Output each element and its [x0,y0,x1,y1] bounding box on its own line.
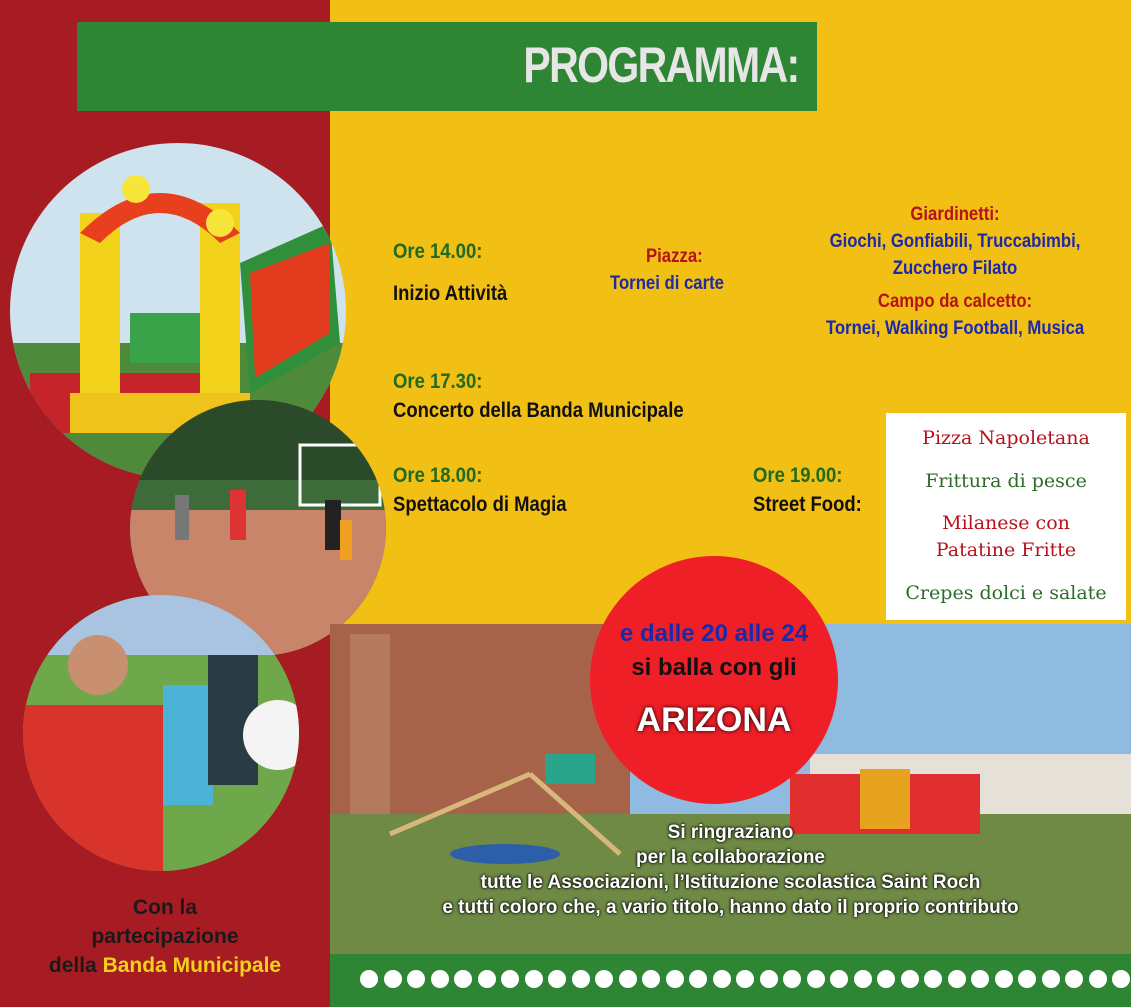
event-concerto: Concerto della Banda Municipale [393,399,684,422]
decorative-dot [454,970,472,988]
decorative-dot [478,970,496,988]
title-bar [77,22,817,111]
decorative-dot [548,970,566,988]
menu-item-frittura: Frittura di pesce [925,470,1087,492]
decorative-dot [407,970,425,988]
decorative-dot [736,970,754,988]
decorative-dot [877,970,895,988]
piazza-label: Piazza: [646,246,703,267]
piazza-detail: Tornei di carte [610,273,724,294]
decorative-dot [360,970,378,988]
credits-line-2: partecipazione [91,925,239,948]
decorative-dot [713,970,731,988]
decorative-dot [689,970,707,988]
band-name: ARIZONA [636,701,792,739]
decorative-dot [948,970,966,988]
menu-item-milanese-1: Milanese con [942,512,1070,534]
decorative-dot [384,970,402,988]
decorative-dot [501,970,519,988]
decorative-dot [1042,970,1060,988]
giardinetti-line1: Giochi, Gonfiabili, Truccabimbi, [829,231,1081,252]
photo-cotton-candy [23,595,299,871]
credits-prefix: della [48,954,97,977]
menu-item-pizza: Pizza Napoletana [922,427,1090,449]
arizona-circle [590,556,838,804]
bottom-dotted-bar [330,954,1131,1007]
decorative-dot [807,970,825,988]
street-food-menu [886,413,1126,620]
decorative-dot [760,970,778,988]
time-1900: Ore 19.00: [753,464,843,487]
event-street-food: Street Food: [753,493,862,516]
credits [0,893,330,980]
credits-line-1: Con la [132,896,198,919]
campo-detail: Tornei, Walking Football, Musica [825,318,1085,339]
credits-band-highlight: Banda Municipale [102,954,282,977]
event-inizio-attivita: Inizio Attività [393,282,508,305]
decorative-dot [619,970,637,988]
night-time: e dalle 20 alle 24 [619,620,809,647]
campo-label: Campo da calcetto: [877,291,1033,312]
credits-line-3 [0,951,330,980]
menu-item-milanese-2: Patatine Fritte [935,539,1077,561]
decorative-dot [924,970,942,988]
decorative-dot [830,970,848,988]
thanks-line-4: e tutti coloro che, a vario titolo, hanno dato il proprio contributo [442,897,1019,918]
thanks-line-2: per la collaborazione [636,847,825,868]
decorative-dot [995,970,1013,988]
thanks-line-1: Si ringraziano [667,822,794,843]
giardinetti-line2: Zucchero Filato [892,258,1018,279]
time-1730: Ore 17.30: [393,370,483,393]
decorative-dot [1018,970,1036,988]
time-1800: Ore 18.00: [393,464,483,487]
decorative-dot [1065,970,1083,988]
giardinetti-label: Giardinetti: [910,204,1000,225]
night-dance: si balla con gli [631,654,797,681]
decorative-dot [666,970,684,988]
decorative-dot [1089,970,1107,988]
decorative-dot [1112,970,1130,988]
time-1400: Ore 14.00: [393,240,483,263]
decorative-dot [595,970,613,988]
menu-item-crepes: Crepes dolci e salate [905,582,1107,604]
thanks-line-3: tutte le Associazioni, l’Istituzione scolastica Saint Roch [480,872,981,893]
page-title: PROGRAMMA: [523,37,799,93]
thanks-message [330,820,1131,920]
event-magia: Spettacolo di Magia [393,493,567,516]
decorative-dot [854,970,872,988]
decorative-dot [572,970,590,988]
decorative-dot [431,970,449,988]
decorative-dot [971,970,989,988]
decorative-dot [525,970,543,988]
decorative-dot [901,970,919,988]
decorative-dot [642,970,660,988]
decorative-dot [783,970,801,988]
